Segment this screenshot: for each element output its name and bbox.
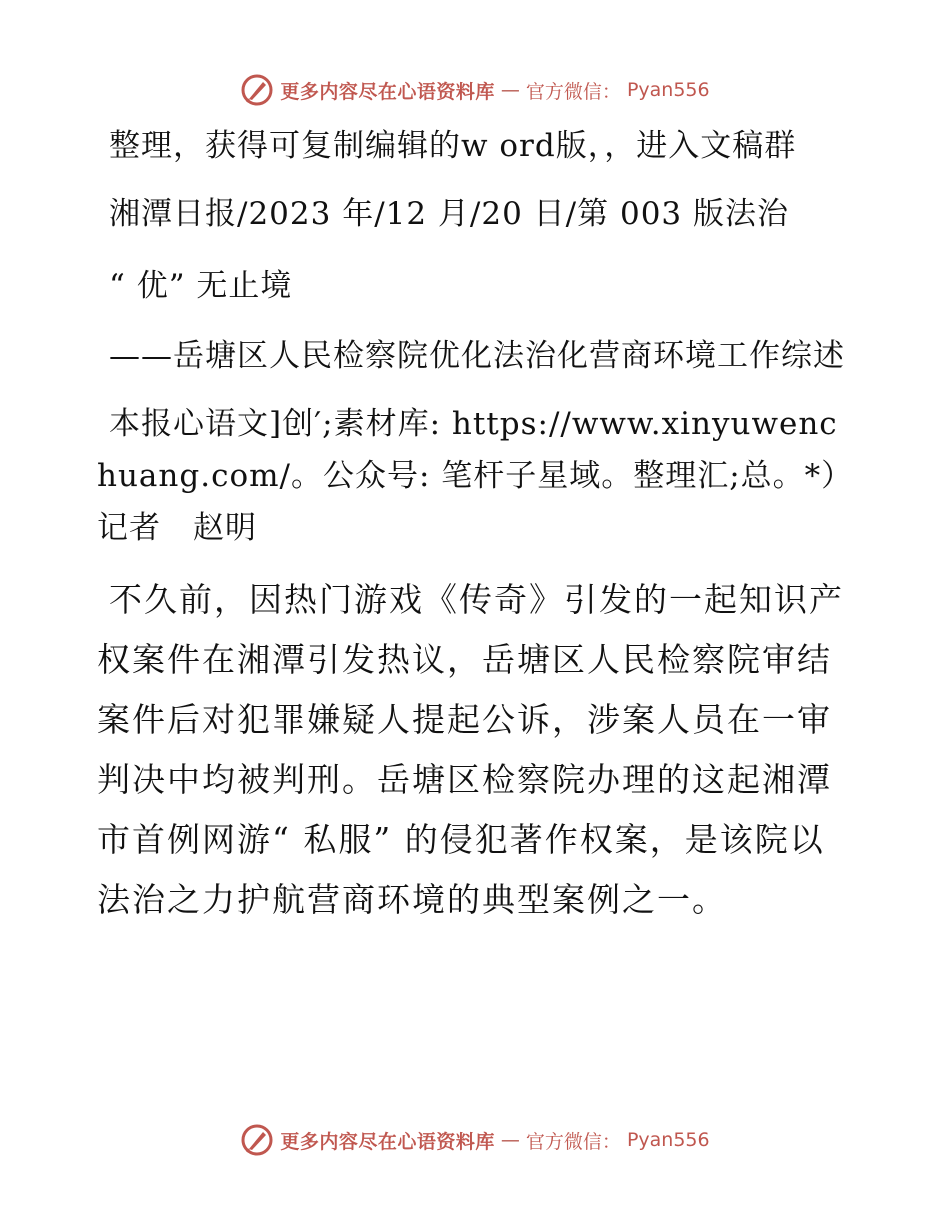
document-body xyxy=(97,120,857,950)
article-headline: “ 优” 无止境 xyxy=(109,268,293,304)
article-byline: 本报心语文]创′;素材库: https://www.xinyuwenchuang.com/。公众号: 笔杆子星域。整理汇;总。*）记者 赵明 xyxy=(97,406,854,546)
article-body-paragraph: 不久前，因热门游戏《传奇》引发的一起知识产权案件在湘潭引发热议，岳塘区人民检察院审结案件后对犯罪嫌疑人提起公诉，涉案人员在一审判决中均被判刑。岳塘区检察院办理的这起湘潭市首例网游“ 私服” 的侵犯著作权案，是该院以法治之力护航营商环境的典型案例之一。 xyxy=(97,580,844,919)
banner-wechat-id: Pyan556 xyxy=(626,1129,710,1151)
banner-wechat-id: Pyan556 xyxy=(626,79,710,101)
article-subheadline: ——岳塘区人民检察院优化法治化营商环境工作综述 xyxy=(109,338,845,374)
banner-separator: — xyxy=(500,79,520,101)
banner-separator: — xyxy=(500,1129,520,1151)
banner-brand-text: 更多内容尽在心语资料库 xyxy=(280,80,495,103)
intro-line: 整理，获得可复制编辑的w ord版，，进入文稿群 xyxy=(109,128,797,164)
feather-pen-icon xyxy=(240,1123,274,1157)
banner-wechat-label: 官方微信： xyxy=(525,80,621,103)
header-banner xyxy=(0,70,950,110)
source-line: 湘潭日报/2023 年/12 月/20 日/第 003 版法治 xyxy=(109,196,790,232)
banner-brand-text: 更多内容尽在心语资料库 xyxy=(280,1130,495,1153)
feather-pen-icon xyxy=(240,73,274,107)
footer-banner xyxy=(0,1120,950,1160)
banner-wechat-label: 官方微信： xyxy=(525,1130,621,1153)
